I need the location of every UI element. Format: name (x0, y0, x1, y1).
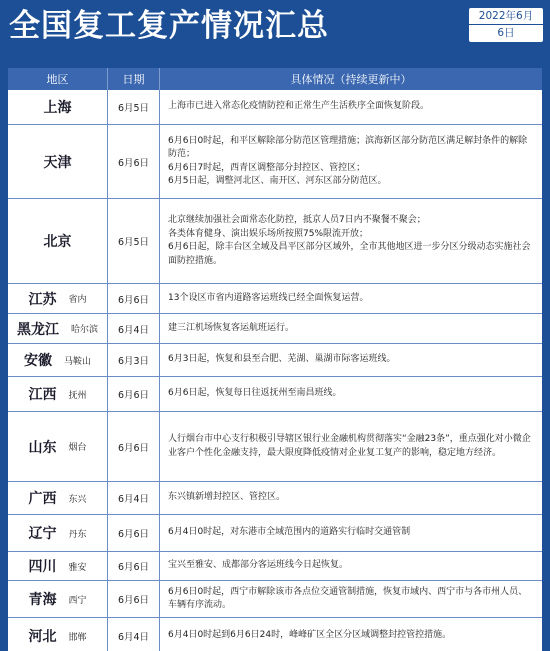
province-name: 河北 (28, 629, 57, 645)
table-row (8, 552, 542, 581)
province-name: 广西 (28, 491, 57, 507)
table-row (8, 90, 542, 125)
detail-cell (160, 515, 542, 551)
province-name: 江苏 (28, 291, 57, 308)
detail-cell (160, 377, 542, 411)
date-cell: 6月4日 (108, 314, 160, 343)
detail-cell (160, 344, 542, 376)
column-header-detail: 具体情况（持续更新中） (290, 73, 412, 86)
region-cell (8, 314, 108, 343)
province-name: 青海 (28, 592, 57, 608)
detail-line: 6月6日7时起，西青区调整部分封控区、管控区； (168, 162, 366, 173)
date-cell: 6月6日 (108, 125, 160, 198)
date-cell: 6月6日 (108, 515, 160, 551)
date-cell: 6月5日 (108, 199, 160, 283)
city-name: 抚州 (68, 390, 87, 401)
province-name: 山东 (28, 439, 57, 456)
table-row (8, 581, 542, 618)
province-name: 辽宁 (28, 526, 57, 542)
detail-cell (160, 412, 542, 481)
detail-line: 各类体育健身、演出娱乐场所按照75%限流开放； (168, 228, 369, 239)
detail-line: 上海市已进入常态化疫情防控和正常生产生活秩序全面恢复阶段。 (168, 101, 430, 112)
region-cell (8, 377, 108, 411)
table-row (8, 284, 542, 314)
date-cell: 6月6日 (108, 284, 160, 313)
province-name: 安徽 (23, 353, 52, 369)
table-row (8, 377, 542, 412)
detail-line: 宝兴至雅安、成都部分客运班线今日起恢复。 (168, 560, 349, 571)
detail-cell (160, 482, 542, 514)
table-row (8, 125, 542, 199)
date-cell: 6月6日 (108, 412, 160, 481)
column-header-region: 地区 (8, 68, 108, 90)
header (0, 0, 550, 54)
date-cell: 6月4日 (108, 482, 160, 514)
city-name: 邯郸 (68, 632, 87, 643)
city-name: 马鞍山 (63, 356, 91, 367)
table-row (8, 314, 542, 344)
region-cell (8, 344, 108, 376)
detail-cell (160, 581, 542, 617)
city-name: 烟台 (68, 443, 87, 453)
detail-line: 6月6日起，除丰台区全域及昌平区部分区域外，全市其他地区进一步分区分级动态实施社会面防控措施。 (168, 242, 531, 266)
detail-line: 建三江机场恢复客运航班运行。 (168, 322, 295, 333)
detail-cell (160, 284, 542, 313)
city-name: 省内 (68, 295, 87, 305)
date-cell: 6月6日 (108, 377, 160, 411)
table-row (8, 515, 542, 552)
region-cell (8, 552, 108, 580)
detail-cell (160, 552, 542, 580)
detail-line: 13个设区市省内道路客运班线已经全面恢复运营。 (168, 292, 369, 303)
detail-cell (160, 125, 542, 198)
region-cell (8, 482, 108, 514)
detail-line: 6月4日0时起到6月6日24时，峰峰矿区全区分区域调整封控管控措施。 (168, 630, 452, 641)
detail-line: 东兴镇新增封控区、管控区。 (168, 492, 286, 503)
detail-line: 人行烟台市中心支行积极引导辖区银行业金融机构贯彻落实“金融23条”，重点强化对小微企业客户个性化金融支持，最大限度降低疫情对企业复工复产的影响，稳定地方经济。 (168, 434, 531, 458)
region-cell (8, 618, 108, 651)
detail-cell (160, 314, 542, 343)
table-row (8, 199, 542, 284)
city-name: 东兴 (68, 494, 87, 505)
province-name: 上海 (43, 100, 72, 116)
region-cell (8, 90, 108, 124)
date-cell: 6月3日 (108, 344, 160, 376)
date-month: 2022年6月 (469, 8, 543, 25)
date-cell: 6月4日 (108, 618, 160, 651)
table-row (8, 412, 542, 482)
detail-cell (160, 90, 542, 124)
table-row (8, 618, 542, 651)
city-name: 雅安 (68, 562, 87, 573)
province-name: 江西 (28, 387, 57, 403)
region-cell (8, 199, 108, 283)
region-cell (8, 412, 108, 481)
table-row (8, 344, 542, 377)
province-name: 四川 (28, 559, 57, 575)
detail-line: 6月4日0时起，对东港市全域范围内的道路实行临时交通管制 (168, 527, 411, 538)
province-name: 北京 (43, 234, 72, 250)
date-cell: 6月6日 (108, 581, 160, 617)
date-cell: 6月5日 (108, 90, 160, 124)
city-name: 哈尔滨 (70, 325, 98, 335)
region-cell (8, 515, 108, 551)
date-cell: 6月6日 (108, 552, 160, 580)
region-cell (8, 284, 108, 313)
date-day: 6日 (497, 27, 515, 39)
detail-line: 6月6日0时起，西宁市解除该市各点位交通管制措施，恢复市域内、西宁市与各市州人员、车辆有序流动。 (168, 586, 528, 610)
detail-line: 6月6日0时起，和平区解除部分防范区管理措施；滨海新区部分防范区满足解封条件的解除防范； (168, 135, 528, 159)
province-name: 黑龙江 (16, 321, 59, 338)
table-header (8, 68, 542, 90)
date-badge (469, 8, 543, 42)
detail-line: 北京继续加强社会面常态化防控，抵京人员7日内不聚餐不聚会； (168, 215, 426, 225)
region-cell (8, 581, 108, 617)
detail-line: 6月3日起，恢复和县至合肥、芜湖、巢湖市际客运班线。 (168, 354, 396, 365)
table-body (8, 90, 542, 651)
summary-table (8, 68, 542, 651)
city-name: 丹东 (68, 529, 87, 540)
detail-line: 6月6日起，恢复每日往返抚州至南昌班线。 (168, 388, 342, 399)
page-title: 全国复工复产情况汇总 (9, 8, 329, 44)
province-name: 天津 (43, 154, 72, 171)
detail-cell (160, 618, 542, 651)
detail-cell (160, 199, 542, 283)
table-row (8, 482, 542, 515)
region-cell (8, 125, 108, 198)
detail-line: 6月5日起，调整河北区、南开区、河东区部分防范区。 (168, 176, 387, 186)
column-header-date: 日期 (108, 68, 160, 90)
city-name: 西宁 (68, 595, 87, 606)
